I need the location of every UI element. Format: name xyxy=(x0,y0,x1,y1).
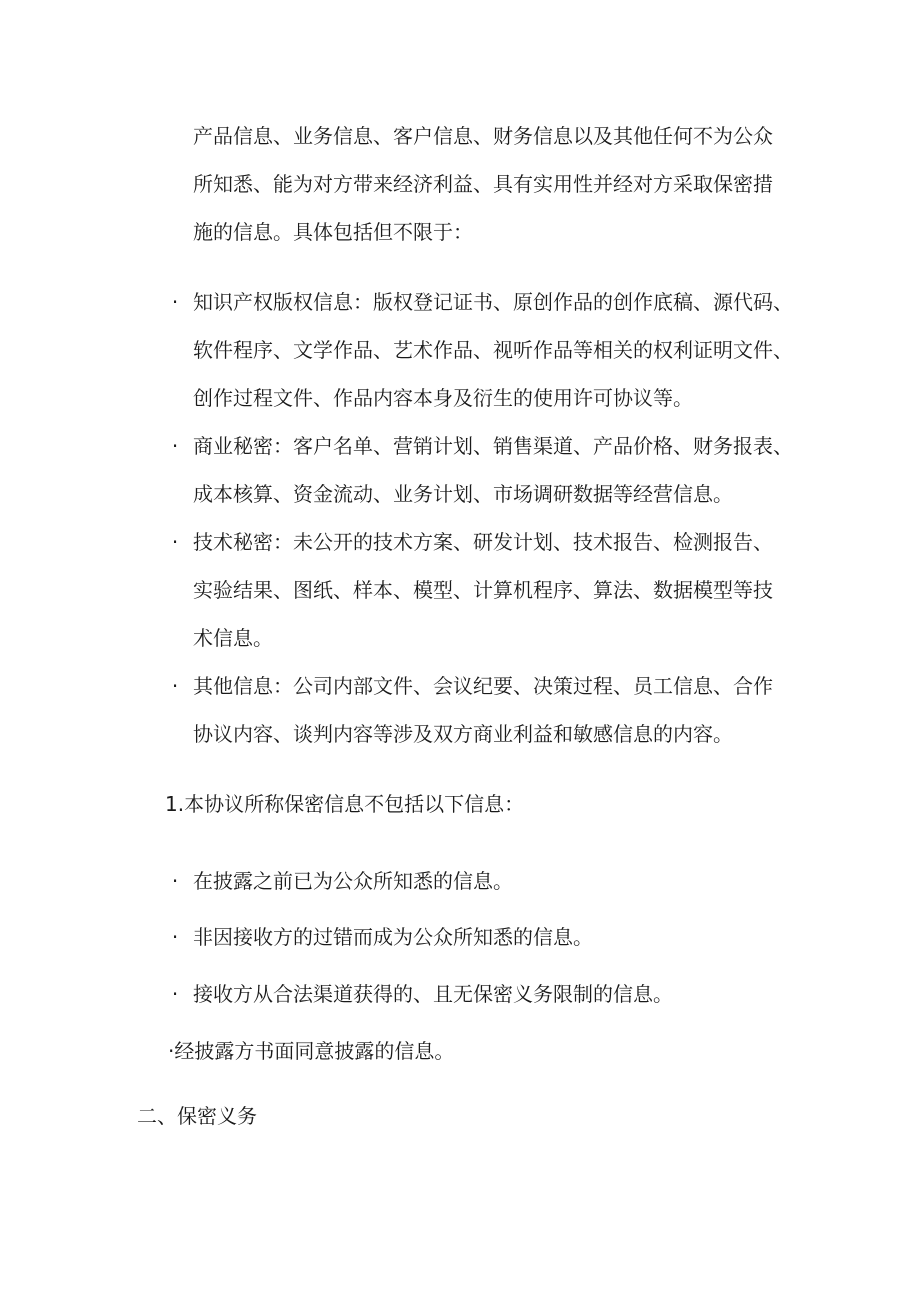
bullet-dot: · xyxy=(171,925,179,949)
ip-item-line-1: 知识产权版权信息：版权登记证书、原创作品的创作底稿、源代码、 xyxy=(193,290,793,314)
tech-secret-line-3: 术信息。 xyxy=(193,626,273,650)
section-heading: 二、保密义务 xyxy=(137,1104,257,1128)
excluded-item-2: 非因接收方的过错而成为公众所知悉的信息。 xyxy=(193,925,593,949)
exclusion-heading: 1.本协议所称保密信息不包括以下信息： xyxy=(165,792,525,816)
excluded-item-4: ·经披露方书面同意披露的信息。 xyxy=(168,1039,455,1063)
excluded-item-1: 在披露之前已为公众所知悉的信息。 xyxy=(193,869,513,893)
tech-secret-line-1: 技术秘密：未公开的技术方案、研发计划、技术报告、检测报告、 xyxy=(193,530,773,554)
other-info-line-1: 其他信息：公司内部文件、会议纪要、决策过程、员工信息、合作 xyxy=(193,674,773,698)
intro-line-3: 施的信息。具体包括但不限于： xyxy=(193,220,473,244)
bullet-dot: · xyxy=(171,674,179,698)
excluded-item-3: 接收方从合法渠道获得的、且无保密义务限制的信息。 xyxy=(193,982,673,1006)
bullet-dot: · xyxy=(171,869,179,893)
intro-line-2: 所知悉、能为对方带来经济利益、具有实用性并经对方采取保密措 xyxy=(193,172,773,196)
bullet-dot: · xyxy=(171,434,179,458)
bullet-dot: · xyxy=(171,530,179,554)
trade-secret-line-2: 成本核算、资金流动、业务计划、市场调研数据等经营信息。 xyxy=(193,482,733,506)
other-info-line-2: 协议内容、谈判内容等涉及双方商业利益和敏感信息的内容。 xyxy=(193,722,733,746)
bullet-dot: · xyxy=(171,982,179,1006)
bullet-dot: · xyxy=(171,290,179,314)
ip-item-line-2: 软件程序、文学作品、艺术作品、视听作品等相关的权利证明文件、 xyxy=(193,338,793,362)
tech-secret-line-2: 实验结果、图纸、样本、模型、计算机程序、算法、数据模型等技 xyxy=(193,578,773,602)
trade-secret-line-1: 商业秘密：客户名单、营销计划、销售渠道、产品价格、财务报表、 xyxy=(193,434,793,458)
ip-item-line-3: 创作过程文件、作品内容本身及衍生的使用许可协议等。 xyxy=(193,386,693,410)
intro-line-1: 产品信息、业务信息、客户信息、财务信息以及其他任何不为公众 xyxy=(193,124,773,148)
